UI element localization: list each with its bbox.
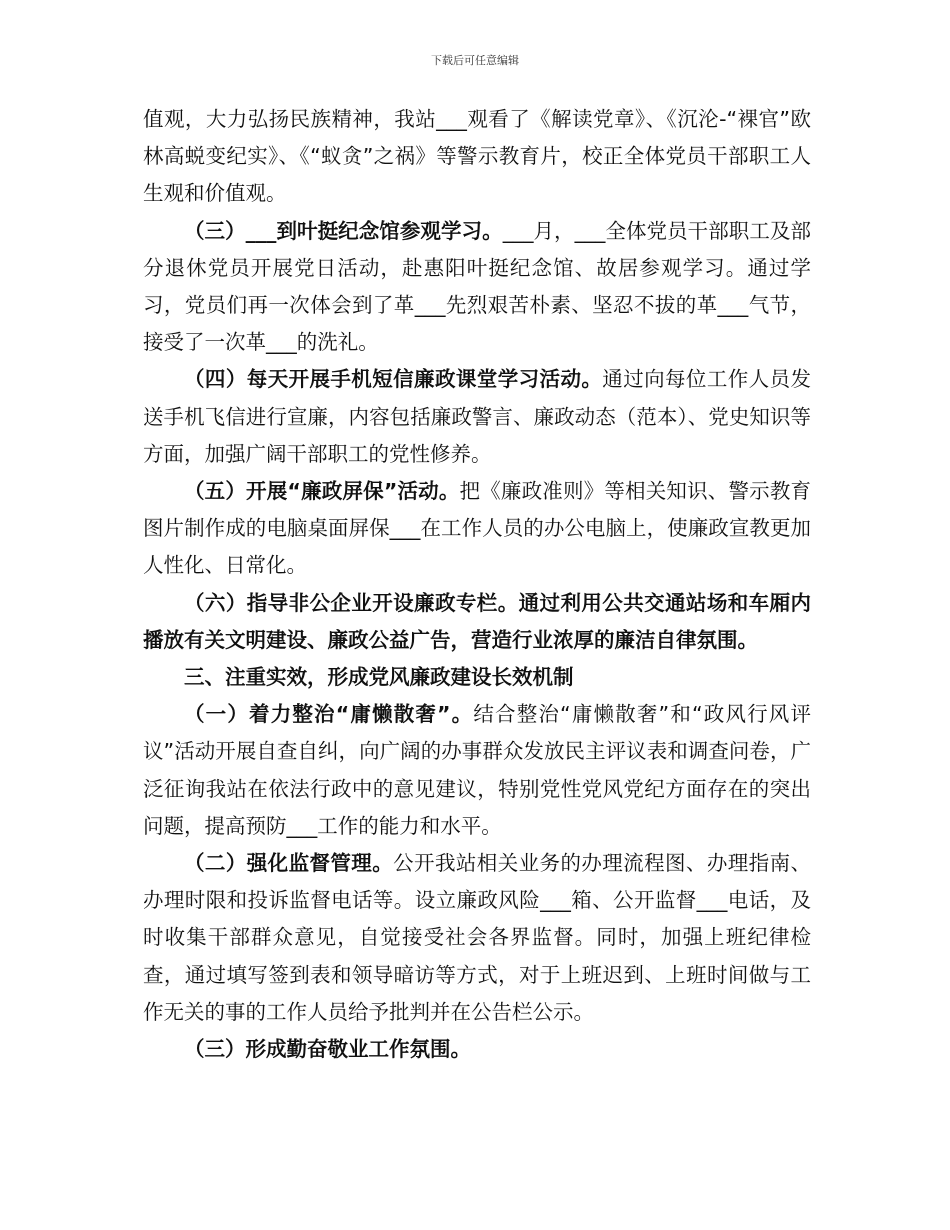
paragraph-body: 值观，大力弘扬民族精神，我站___观看了《解读党章》、《沉沦-“裸官”欧林高蜕变纪实》、《“蚁贪”之祸》等警示教育片，校正全体党员干部职工人生观和价值观。 <box>143 107 811 206</box>
paragraph-heading: （二）强化监督管理。 <box>184 851 394 876</box>
section-heading <box>143 659 811 696</box>
page-header: 下载后可任意编辑 <box>431 54 519 67</box>
paragraph-heading: （五）开展“廉政屏保”活动。 <box>184 479 460 504</box>
paragraph-heading: （三）形成勤奋敬业工作氛围。 <box>184 1037 471 1062</box>
paragraph-heading: （四）每天开展手机短信廉政课堂学习活动。 <box>184 367 603 392</box>
section-title: 三、注重实效，形成党风廉政建设长效机制 <box>184 665 574 690</box>
paragraph-body: 通过向每位工作人员发送手机飞信进行宣廉，内容包括廉政警言、廉政动态（范本）、党史知识等方面，加强广阔干部职工的党性修养。 <box>143 367 812 466</box>
paragraph-body: 公开我站相关业务的办理流程图、办理指南、办理时限和投诉监督电话等。设立廉政风险___箱、公开监督___电话，及时收集干部群众意见，自觉接受社会各界监督。同时，加强上班纪律检查，通过填写签到表和领导暗访等方式，对于上班迟到、上班时间做与工作无关的事的工作人员给予批判并在公告栏公示。 <box>143 851 812 1024</box>
paragraph-body: ___月，___全体党员干部职工及部分退休党员开展党日活动，赴惠阳叶挺纪念馆、故居参观学习。通过学习，党员们再一次体会到了革___先烈艰苦朴素、坚忍不拔的革___气节，接受了一次革___的洗礼。 <box>143 218 811 355</box>
paragraph-heading: （六）指导非公企业开设廉政专栏。通过利用公共交通站场和车厢内播放有关文明建设、廉政公益广告，营造行业浓厚的廉洁自律氛围。 <box>143 590 811 652</box>
paragraph-heading: （三）___到叶挺纪念馆参观学习。 <box>184 218 503 243</box>
paragraph-2 <box>143 213 811 362</box>
paragraph-body: 结合整治“庸懒散奢”和“政风行风评议”活动开展自查自纠，向广阔的办事群众发放民主评议表和调查问卷，广泛征询我站在依法行政中的意见建议，特别党性党风党纪方面存在的突出问题，提高预防___工作的能力和水平。 <box>143 702 811 838</box>
paragraph-6 <box>143 696 811 845</box>
paragraph-7 <box>143 845 811 1031</box>
paragraph-body: 把《廉政准则》等相关知识、警示教育图片制作成的电脑桌面屏保___在工作人员的办公电脑上，使廉政宣教更加人性化、日常化。 <box>143 479 812 578</box>
paragraph-4 <box>143 473 811 585</box>
paragraph-1 <box>143 101 811 213</box>
document-body <box>143 101 811 1068</box>
paragraph-3 <box>143 361 811 473</box>
paragraph-8 <box>143 1031 811 1068</box>
paragraph-heading: （一）着力整治“庸懒散奢”。 <box>184 702 474 727</box>
paragraph-5 <box>143 585 811 659</box>
